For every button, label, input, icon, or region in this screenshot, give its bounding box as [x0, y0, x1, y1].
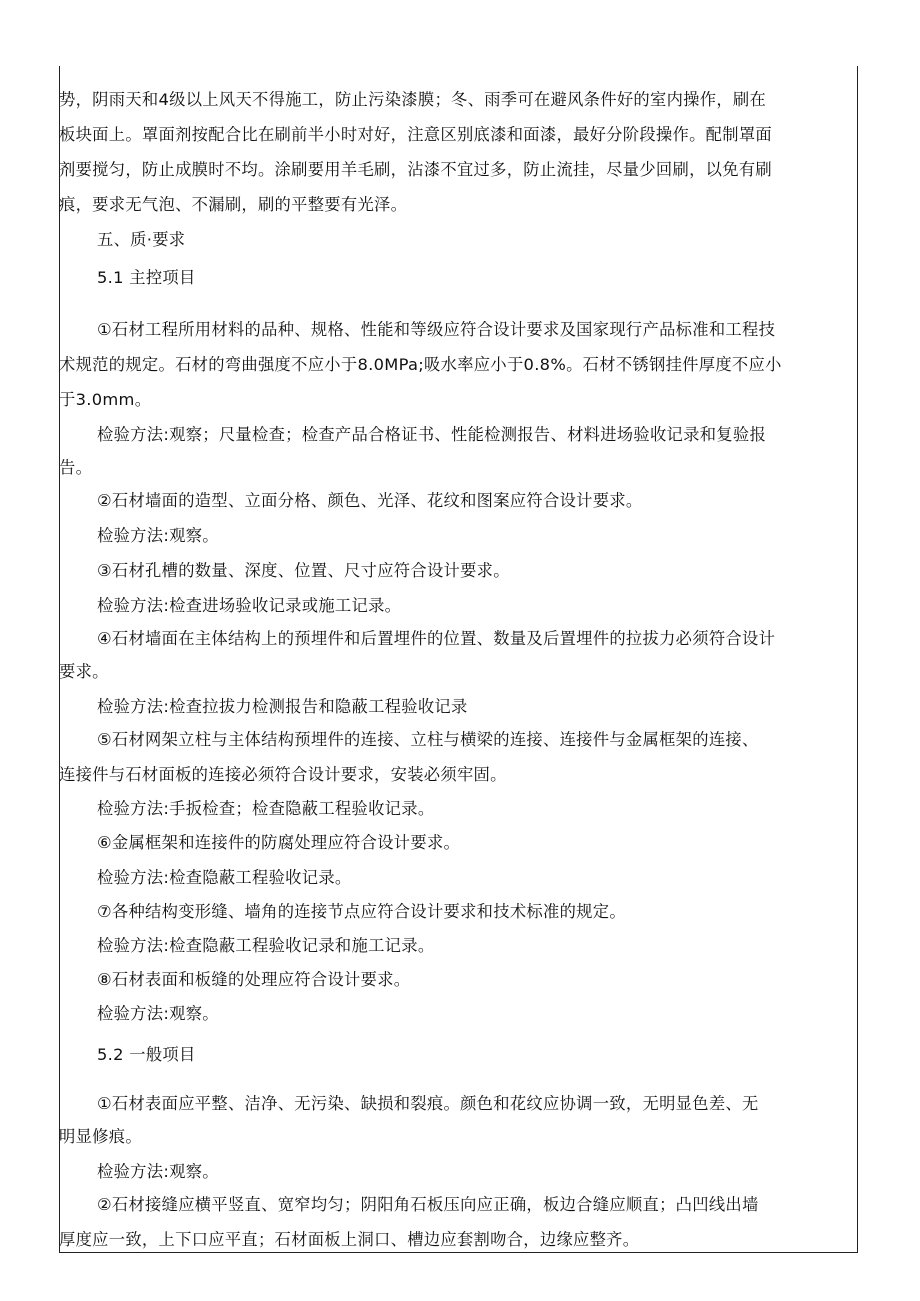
subsection-heading: 5.1 主控项目 — [97, 268, 196, 287]
inspection-method: 检验方法:观察。 — [97, 1004, 219, 1023]
paragraph-line: ③石材孔槽的数量、深度、位置、尺寸应符合设计要求。 — [97, 561, 510, 580]
section-heading: 五、质·要求 — [97, 230, 186, 249]
paragraph-line: ②石材接缝应横平竖直、宽窄均匀；阴阳角石板压向应正确，板边合缝应顺直；凸凹线出墙 — [97, 1195, 759, 1214]
subsection-heading: 5.2 一般项目 — [97, 1045, 196, 1064]
paragraph-line: ⑤石材网架立柱与主体结构预埋件的连接、立柱与横梁的连接、连接件与金属框架的连接、 — [97, 730, 759, 749]
paragraph-line: ①石材工程所用材料的品种、规格、性能和等级应符合设计要求及国家现行产品标准和工程技 — [97, 320, 776, 339]
paragraph-line: 痕，要求无气泡、不漏刷，刷的平整要有光泽。 — [59, 195, 408, 214]
paragraph-line: 告。 — [59, 458, 93, 477]
inspection-method: 检验方法:观察。 — [97, 526, 219, 545]
paragraph-line: 要求。 — [59, 662, 109, 681]
paragraph-line: 剂要搅匀，防止成膜时不均。涂刷要用羊毛刷，沾漆不宜过多，防止流挂，尽量少回刷，以免有刷 — [59, 160, 772, 179]
paragraph-line: 术规范的规定。石材的弯曲强度不应小于8.0MPa;吸水率应小于0.8%。石材不锈钢挂件厚度不应小 — [59, 355, 782, 374]
paragraph-line: 连接件与石材面板的连接必须符合设计要求，安装必须牢固。 — [59, 765, 507, 784]
paragraph-line: ④石材墙面在主体结构上的预埋件和后置埋件的位置、数量及后置埋件的拉拔力必须符合设计 — [97, 629, 776, 648]
paragraph-line: ②石材墙面的造型、立面分格、颜色、光泽、花纹和图案应符合设计要求。 — [97, 491, 643, 510]
inspection-method: 检验方法:观察。 — [97, 1162, 219, 1181]
inspection-method: 检验方法:手扳检查；检查隐蔽工程验收记录。 — [97, 799, 435, 818]
inspection-method: 检验方法:检查拉拔力检测报告和隐蔽工程验收记录 — [97, 697, 468, 716]
paragraph-line: 厚度应一致，上下口应平直；石材面板上洞口、槽边应套割吻合，边缘应整齐。 — [59, 1230, 640, 1249]
paragraph-line: ⑦各种结构变形缝、墙角的连接节点应符合设计要求和技术标准的规定。 — [97, 902, 626, 921]
paragraph-line: 于3.0mm。 — [59, 390, 152, 409]
paragraph-line: ⑧石材表面和板缝的处理应符合设计要求。 — [97, 970, 411, 989]
paragraph-line: 板块面上。罩面剂按配合比在刷前半小时对好，注意区别底漆和面漆，最好分阶段操作。配制罩面 — [59, 125, 772, 144]
paragraph-line: ①石材表面应平整、洁净、无污染、缺损和裂痕。颜色和花纹应协调一致，无明显色差、无 — [97, 1094, 759, 1113]
paragraph-line: ⑥金属框架和连接件的防腐处理应符合设计要求。 — [97, 833, 461, 852]
paragraph-line: 明显修痕。 — [59, 1127, 142, 1146]
inspection-method: 检验方法:检查进场验收记录或施工记录。 — [97, 596, 402, 615]
inspection-method: 检验方法:检查隐蔽工程验收记录和施工记录。 — [97, 936, 435, 955]
paragraph-line: 势，阴雨天和4级以上风天不得施工，防止污染漆膜；冬、雨季可在避风条件好的室内操作，刷在 — [59, 90, 767, 109]
inspection-method: 检验方法:检查隐蔽工程验收记录。 — [97, 868, 352, 887]
inspection-method: 检验方法:观察；尺量检查；检查产品合格证书、性能检测报告、材料进场验收记录和复验报 — [97, 425, 767, 444]
